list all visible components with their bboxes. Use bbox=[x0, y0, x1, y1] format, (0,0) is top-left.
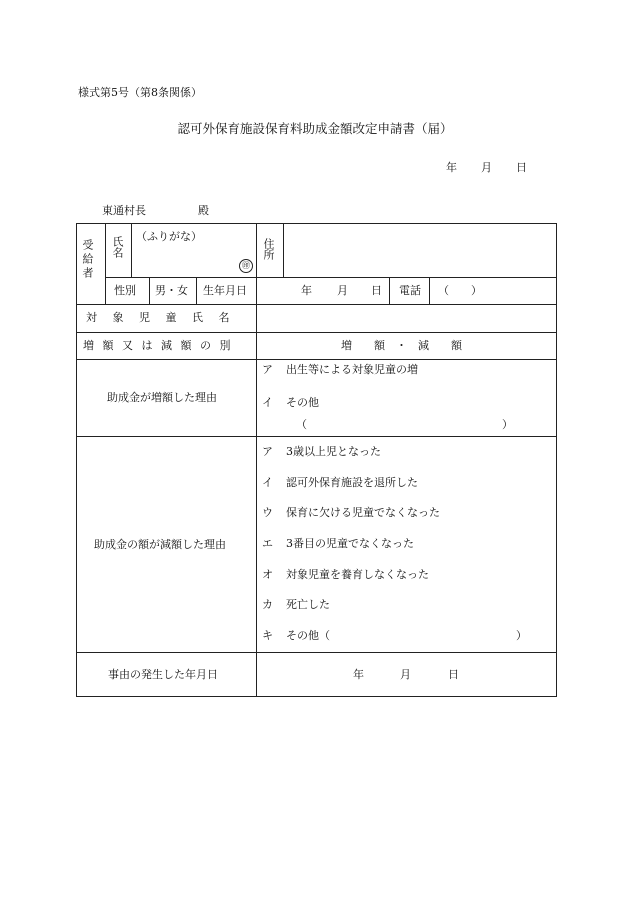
col-divider-phone-left bbox=[389, 277, 390, 305]
decrease-option-text-2: 認可外保育施設を退所した bbox=[286, 476, 418, 489]
decrease-option-mark-5: オ bbox=[262, 568, 273, 581]
birthdate-label: 生年月日 bbox=[203, 284, 247, 297]
col-divider-address-label bbox=[283, 223, 284, 278]
row-divider-name-gender bbox=[105, 277, 557, 278]
col-divider-phone-right bbox=[429, 277, 430, 305]
submission-year-label: 年 bbox=[446, 161, 457, 174]
decrease-other-close-paren: ） bbox=[516, 629, 527, 642]
target-child-label: 対 象 児 童 氏 名 bbox=[86, 311, 230, 324]
furigana-label: （ふりがな） bbox=[136, 230, 202, 243]
increase-other-close-paren: ） bbox=[502, 418, 513, 431]
submission-day-label: 日 bbox=[516, 161, 527, 174]
row-divider-child-change bbox=[76, 332, 557, 333]
event-month-label: 月 bbox=[400, 668, 411, 681]
col-divider-main bbox=[256, 223, 257, 697]
event-year-label: 年 bbox=[353, 668, 364, 681]
increase-option-text-2: その他 bbox=[286, 396, 319, 409]
addressee-name: 東通村長 bbox=[102, 204, 146, 217]
col-divider-group bbox=[105, 223, 106, 305]
event-day-label: 日 bbox=[448, 668, 459, 681]
row-divider-decrease-event bbox=[76, 652, 557, 653]
seal-mark: ㊞ bbox=[239, 259, 253, 273]
form-number: 様式第5号（第8条関係） bbox=[78, 86, 202, 99]
decrease-reason-label: 助成金の額が減額した理由 bbox=[94, 538, 226, 551]
col-divider-gender-label bbox=[149, 277, 150, 305]
increase-option-text-1: 出生等による対象児童の増 bbox=[286, 363, 418, 376]
row-divider-increase-decrease bbox=[76, 436, 557, 437]
row-divider-change-increase bbox=[76, 359, 557, 360]
decrease-option-text-7: その他（ bbox=[286, 629, 330, 642]
change-type-options: 増 額 ・ 減 額 bbox=[341, 339, 462, 352]
decrease-option-text-3: 保育に欠ける児童でなくなった bbox=[286, 506, 440, 519]
col-divider-gender-options bbox=[196, 277, 197, 305]
applicant-name-label: 氏名 bbox=[111, 236, 124, 258]
change-type-label: 増 額 又 は 減 額 の 別 bbox=[83, 339, 231, 352]
decrease-option-text-1: 3歳以上児となった bbox=[286, 445, 381, 458]
form-title: 認可外保育施設保育料助成金額改定申請書（届） bbox=[177, 121, 453, 136]
gender-label: 性別 bbox=[114, 284, 136, 297]
increase-option-mark-1: ア bbox=[262, 363, 273, 376]
decrease-option-mark-1: ア bbox=[262, 445, 273, 458]
increase-reason-label: 助成金が増額した理由 bbox=[107, 391, 217, 404]
addressee bbox=[102, 205, 209, 216]
decrease-option-mark-4: エ bbox=[262, 537, 273, 550]
increase-other-open-paren: （ bbox=[296, 418, 307, 431]
decrease-option-mark-3: ウ bbox=[262, 506, 273, 519]
decrease-option-text-6: 死亡した bbox=[286, 598, 330, 611]
table-border-top bbox=[76, 223, 557, 224]
gender-options: 男・女 bbox=[155, 284, 188, 297]
decrease-option-text-5: 対象児童を養育しなくなった bbox=[286, 568, 429, 581]
event-date-label: 事由の発生した年月日 bbox=[108, 668, 218, 681]
phone-parentheses: （ ） bbox=[438, 284, 482, 297]
table-border-bottom bbox=[76, 696, 557, 697]
decrease-option-mark-6: カ bbox=[262, 598, 273, 611]
table-border-right bbox=[556, 223, 557, 697]
addressee-honorific: 殿 bbox=[198, 204, 209, 217]
birth-day-label: 日 bbox=[371, 284, 382, 297]
decrease-option-mark-2: イ bbox=[262, 476, 273, 489]
submission-month-label: 月 bbox=[481, 161, 492, 174]
table-border-left bbox=[76, 223, 77, 697]
applicant-group-label: 受給者 bbox=[81, 239, 94, 281]
decrease-option-text-4: 3番目の児童でなくなった bbox=[286, 537, 414, 550]
form-table bbox=[76, 223, 557, 697]
decrease-option-mark-7: キ bbox=[262, 629, 273, 642]
address-label: 住所 bbox=[262, 238, 275, 260]
birth-month-label: 月 bbox=[337, 284, 348, 297]
phone-label: 電話 bbox=[399, 284, 421, 297]
col-divider-name-label bbox=[131, 223, 132, 278]
submission-date bbox=[446, 162, 527, 173]
birth-year-label: 年 bbox=[301, 284, 312, 297]
increase-option-mark-2: イ bbox=[262, 396, 273, 409]
